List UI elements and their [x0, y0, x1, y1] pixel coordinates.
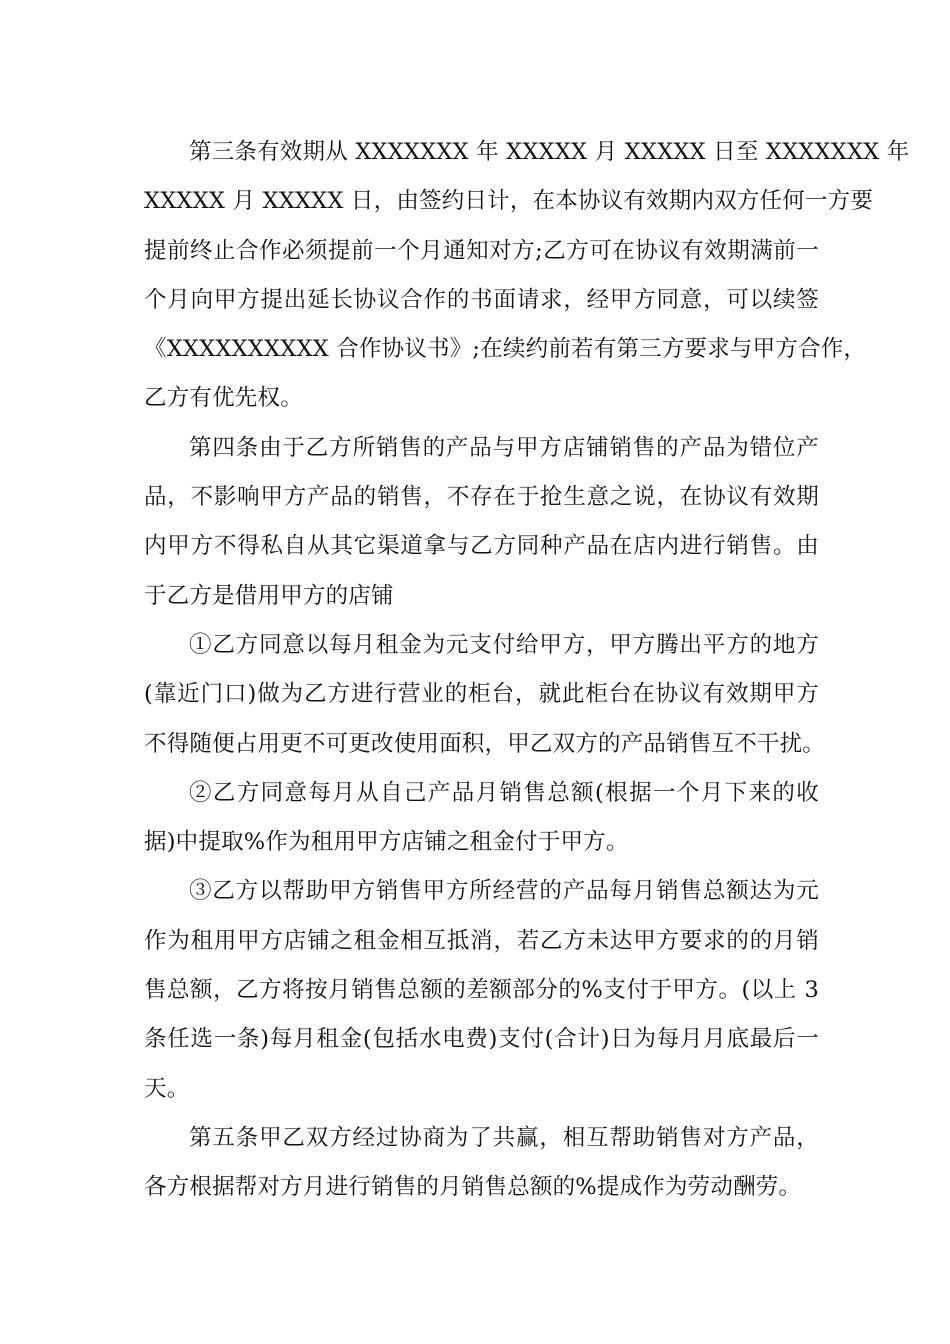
text-line: ②乙方同意每月从自己产品月销售总额(根据一个月下来的收 — [189, 779, 819, 806]
text-line: 天。 — [144, 1075, 190, 1102]
paragraph-article-3 — [144, 128, 910, 424]
document-body — [144, 128, 910, 1213]
paragraph-option-1 — [144, 621, 826, 769]
text-line: 于乙方是借用甲方的店铺 — [144, 582, 394, 609]
paragraph-article-5 — [144, 1114, 819, 1213]
text-line: 第五条甲乙双方经过协商为了共赢，相互帮助销售对方产品， — [189, 1124, 819, 1151]
text-line: 作为租用甲方店铺之租金相互抵消，若乙方未达甲方要求的的月销 — [144, 927, 819, 954]
paragraph-article-4 — [144, 424, 819, 621]
text-line: 不得随便占用更不可更改使用面积，甲乙双方的产品销售互不干扰。 — [144, 730, 826, 757]
text-line: 条任选一条)每月租金(包括水电费)支付(合计)日为每月月底最后一 — [144, 1026, 819, 1053]
text-line: ③乙方以帮助甲方销售甲方所经营的产品每月销售总额达为元 — [189, 878, 819, 905]
text-line: 第三条有效期从 XXXXXXX 年 XXXXX 月 XXXXX 日至 XXXXXXX 年 — [189, 139, 910, 165]
text-line: XXXXX 月 XXXXX 日，由签约日计，在本协议有效期内双方任何一方要 — [144, 188, 874, 215]
text-line: (靠近门口)做为乙方进行营业的柜台，就此柜台在协议有效期甲方 — [144, 681, 819, 708]
text-line: 品，不影响甲方产品的销售，不存在于抢生意之说，在协议有效期 — [144, 484, 819, 511]
text-line: 各方根据帮对方月进行销售的月销售总额的%提成作为劳动酬劳。 — [144, 1174, 802, 1201]
text-line: 据)中提取%作为租用甲方店铺之租金付于甲方。 — [144, 829, 629, 856]
text-line: 《XXXXXXXXXX 合作协议书》;在续约前若有第三方要求与甲方合作， — [144, 336, 867, 363]
paragraph-option-2 — [144, 769, 819, 868]
text-line: 提前终止合作必须提前一个月通知对方;乙方可在协议有效期满前一 — [144, 237, 819, 264]
text-line: 第四条由于乙方所销售的产品与甲方店铺销售的产品为错位产 — [189, 434, 819, 461]
paragraph-option-3 — [144, 867, 819, 1113]
text-line: 售总额，乙方将按月销售总额的差额部分的%支付于甲方。(以上 3 — [144, 977, 819, 1004]
text-line: 乙方有优先权。 — [144, 385, 303, 412]
text-line: ①乙方同意以每月租金为元支付给甲方，甲方腾出平方的地方 — [189, 631, 819, 658]
text-line: 内甲方不得私自从其它渠道拿与乙方同种产品在店内进行销售。由 — [144, 533, 819, 560]
text-line: 个月向甲方提出延长协议合作的书面请求，经甲方同意，可以续签 — [144, 286, 819, 313]
